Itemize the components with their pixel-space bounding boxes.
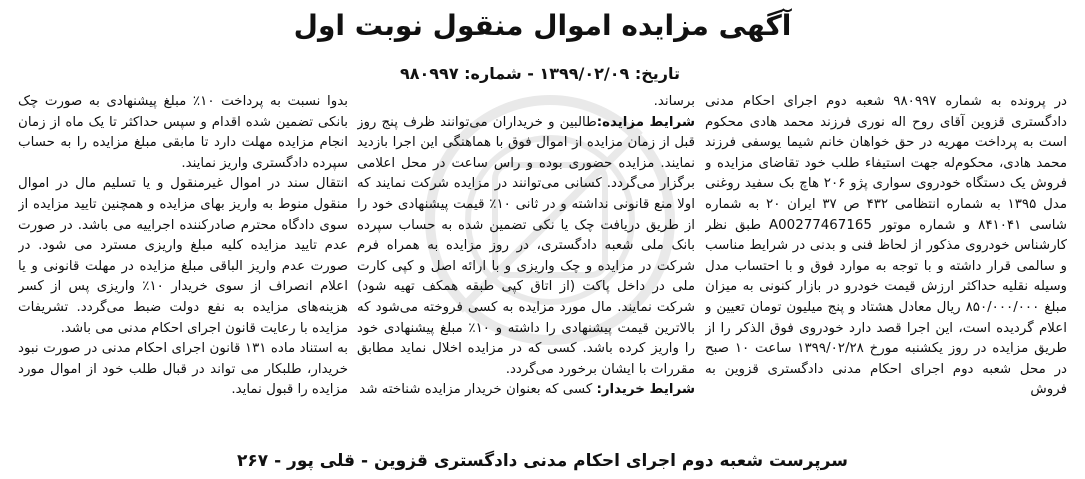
paragraph-left-3: به استناد ماده ۱۳۱ قانون اجرای احکام مدنی در صورت نبود خریدار، طلبکار می تواند در قبال طلب خود از اموال مورد مزایده را قبول نماید. — [18, 341, 348, 398]
paragraph-left-1: بدوا نسبت به پرداخت ۱۰٪ مبلغ پیشنهادی به صورت چک بانکی تضمین شده اقدام و سپس حداکثر تا یک ماه از زمان انجام مزایده مهلت دارد تا مابقی مبلغ مزایده را به حساب سپرده دادگستری واریز نمایند. — [18, 94, 348, 171]
paragraph-conditions — [357, 113, 695, 381]
paragraph-right-1: در پرونده به شماره ۹۸۰۹۹۷ شعبه دوم اجرای احکام مدنی دادگستری قزوین آقای روح اله نوری فرزند محمد هادی محکوم است به پرداخت مهریه در حق خواهان خانم شیما یوسفی فرزند محمد هادی، محکوم‌له جهت استیفاء طلب خود تقاضای مزایده و فروش یک دستگاه خودروی سواری پژو ۲۰۶ هاچ بک سفید روغنی مدل ۱۳۹۵ به شماره انتظامی ۴۳۲ ص ۳۷ ایران ۲۰ به شماره شاسی ۸۴۱۰۴۱ و شماره موتور A00277467165 طبق نظر کارشناس خودروی مذکور از لحاظ فنی و بدنی در شرایط مناسب و سالمی قرار داشته و با توجه به موارد فوق و با احتساب مدل وسیله نقلیه حداکثر ارزش قیمت خودرو در بازار کنونی به میزان مبلغ ۸۵۰/۰۰۰/۰۰۰ ریال معادل هشتاد و پنج میلیون تومان تعیین و اعلام گردیده است، این اجرا قصد دارد خودروی فوق الذکر را از طریق مزایده در روز یکشنبه مورخ ۱۳۹۹/۰۲/۲۸ ساعت ۱۰ صبح در محل شعبه دوم اجرای احکام مدنی دادگستری قزوین به فروش — [705, 94, 1067, 398]
column-right — [705, 92, 1067, 444]
buyer-heading: شرایط خریدار: — [596, 382, 695, 398]
conditions-heading: شرایط مزایده: — [596, 114, 695, 130]
buyer-text: کسی که بعنوان خریدار مزایده شناخته شد — [359, 382, 593, 398]
column-middle — [357, 92, 695, 444]
conditions-text: طالبین و خریداران می‌توانند ظرف پنج روز قبل از زمان مزایده از اموال فوق با هماهنگی این اجرا بازدید نمایند. مزایده حضوری بوده و راس ساعت در محل اعلامی برگزار می‌گردد. کسانی می‌توانند در مزایده شرکت نمایند که اولا منع قانونی نداشته و در ثانی ۱۰٪ قیمت پیشنهادی خود را از طریق دریافت چک یا نکی تضمین شده به حساب سپرده بانک ملی شعبه دادگستری، در روز مزایده به همراه فرم شرکت در مزایده و چک واریزی و با ارائه اصل و کپی کارت ملی در داخل پاکت (از اتاق کپی طبقه همکف تهیه شود) شرکت نمایند. مال مورد مزایده به کسی فروخته می‌شود که بالاترین قیمت پیشنهادی را داشته و ۱۰٪ مبلغ پیشنهادی خود را واریز کرده باشد. کسی که در مزایده اخلال نماید مطابق مقررات با ایشان برخورد می‌گردد. — [357, 114, 695, 377]
paragraph-left-2: انتقال سند در اموال غیرمنقول و یا تسلیم مال در اموال منقول منوط به واریز بهای مزایده و همچنین تایید مزایده از سوی دادگاه محترم صادرکننده اجراییه می باشد. در صورت عدم تایید مزایده کلیه مبلغ واریزی مسترد می شود. در صورت عدم واریز الباقی مبلغ مزایده در مهلت قانونی و یا اعلام انصراف از سوی خریدار ۱۰٪ واریزی پس از کسر هزینه‌های مزایده به نفع دولت ضبط می‌گردد. تشریفات مزایده با رعایت قانون اجرای احکام مدنی می باشد. — [18, 176, 348, 336]
paragraph-middle-intro: برساند. — [653, 94, 695, 109]
notice-footer: سرپرست شعبه دوم اجرای احکام مدنی دادگستری قزوین - قلی پور - ۲۶۷ — [237, 451, 848, 471]
column-left — [18, 92, 348, 444]
paragraph-buyer-conditions — [357, 380, 695, 401]
notice-dateline: تاریخ: ۱۳۹۹/۰۲/۰۹ - شماره: ۹۸۰۹۹۷ — [399, 64, 680, 83]
notice-title: آگهی مزایده اموال منقول نوبت اول — [293, 9, 792, 42]
